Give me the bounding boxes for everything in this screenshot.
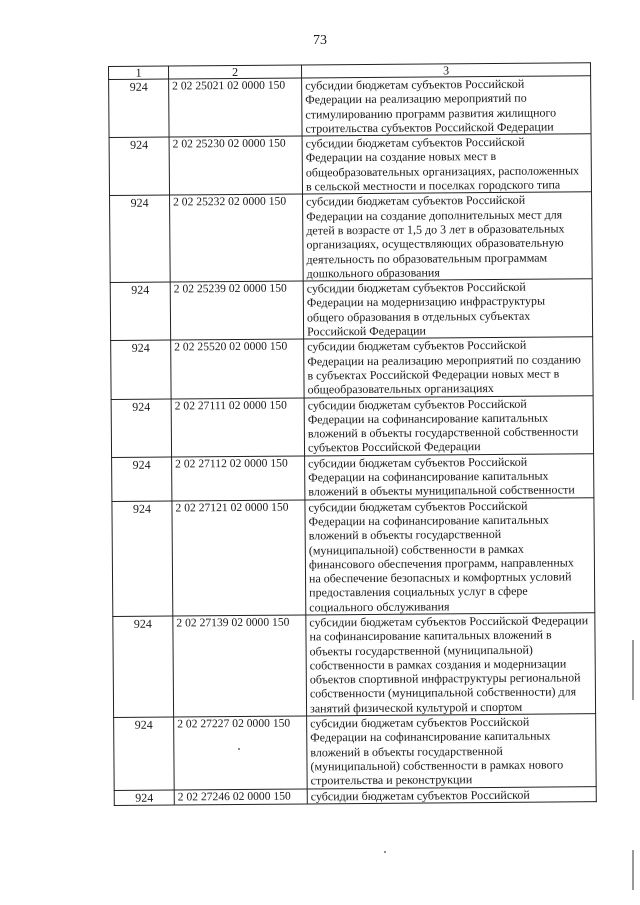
revenue-description-cell <box>305 453 594 499</box>
scan-speck <box>384 851 386 853</box>
budget-classification-code-cell: 2 02 27111 02 0000 150 <box>171 398 304 457</box>
budget-classification-code-cell: 2 02 25021 02 0000 150 <box>169 78 302 137</box>
page-number: 73 <box>313 33 327 48</box>
revenue-description-cell <box>304 395 593 455</box>
description-line: финансового обеспечения программ, направленных <box>308 555 574 572</box>
description-line: вложений в объекты государственной <box>308 527 502 543</box>
description-line: дошкольного образования <box>306 265 440 281</box>
description-line: предоставления социальных услуг в сфере <box>309 584 528 600</box>
admin-code-cell: 924 <box>112 457 172 501</box>
description-line: организациях, осуществляющих образовательную <box>306 235 564 252</box>
revenue-description-cell <box>302 76 591 136</box>
admin-code-cell: 924 <box>109 79 169 138</box>
table-row <box>114 714 597 790</box>
description-line: субсидии бюджетам субъектов Российской <box>307 338 527 354</box>
description-line: (муниципальной) собственности в рамках нового <box>310 757 564 774</box>
description-line: на обеспечение безопасных и комфортных условий <box>308 569 572 586</box>
budget-classification-code-cell: 2 02 25230 02 0000 150 <box>169 136 302 195</box>
description-line: субсидии бюджетам субъектов Российской <box>308 498 528 515</box>
admin-code-cell: 924 <box>110 282 170 341</box>
column-header-code: 2 <box>169 65 302 79</box>
description-line: общего образования в отдельных субъектах <box>306 308 531 325</box>
revenue-description-cell <box>307 714 597 789</box>
revenue-description-cell <box>307 786 596 804</box>
scan-edge-mark <box>632 850 634 890</box>
description-line: Федерации на создание новых мест в <box>305 149 497 165</box>
description-line: стимулированию программ развития жилищного <box>305 105 557 122</box>
budget-codes-table <box>108 62 597 806</box>
revenue-description-cell <box>302 134 591 194</box>
admin-code-cell: 924 <box>111 340 171 399</box>
description-line: на софинансирование капитальных вложений в <box>309 627 552 644</box>
table-body <box>109 76 597 806</box>
description-line: в субъектах Российской Федерации новых мест в <box>307 366 560 383</box>
description-line: Федерации на создание дополнительных мест для <box>306 207 563 224</box>
description-line: строительства субъектов Российской Федерации <box>305 119 554 136</box>
description-line: субсидии бюджетам субъектов Российской <box>305 134 525 151</box>
admin-code-cell: 924 <box>110 195 171 282</box>
description-line: субсидии бюджетам субъектов Российской Федерации <box>309 613 589 630</box>
description-line: строительства и реконструкции <box>310 772 473 788</box>
scan-speck <box>238 748 240 750</box>
description-line: субсидии бюджетам субъектов Российской <box>310 787 530 803</box>
description-line: собственности в рамках создания и модернизации <box>309 656 567 673</box>
revenue-description-cell <box>306 613 596 716</box>
description-line: собственности (муниципальной собственности) для <box>309 684 577 701</box>
admin-code-cell: 924 <box>109 137 169 196</box>
description-line: общеобразовательных организациях <box>307 381 494 397</box>
table-row <box>109 76 591 138</box>
description-line: Федерации на софинансирование капитальных <box>308 512 549 529</box>
description-line: Федерации на софинансирование капитальных <box>310 728 551 745</box>
budget-classification-code-cell: 2 02 27112 02 0000 150 <box>172 456 305 501</box>
budget-classification-code-cell: 2 02 27246 02 0000 150 <box>174 789 307 805</box>
description-line: Российской Федерации <box>307 323 426 339</box>
description-line: в сельской местности и поселках городского типа <box>305 177 561 194</box>
table-row <box>111 337 593 399</box>
description-line: субъектов Российской Федерации <box>307 439 481 455</box>
table-row <box>114 786 596 805</box>
description-line: вложений в объекты государственной собственности <box>307 424 579 441</box>
description-line: Федерации на реализацию мероприятий по созданию <box>307 351 581 369</box>
revenue-description-cell <box>303 192 593 281</box>
description-line: общеобразовательных организациях, расположенных <box>305 163 580 180</box>
description-line: (муниципальной) собственности в рамках <box>308 541 524 557</box>
description-line: социального обслуживания <box>309 599 450 615</box>
table-row <box>110 192 593 283</box>
budget-classification-code-cell: 2 02 25239 02 0000 150 <box>170 281 303 340</box>
description-line: деятельность по образовательным программам <box>306 250 548 267</box>
description-line: детей в возрасте от 1,5 до 3 лет в образовательных <box>306 221 565 238</box>
column-header-description: 3 <box>301 63 590 78</box>
description-line: субсидии бюджетам субъектов Российской <box>306 279 526 296</box>
description-line: Федерации на софинансирование капитальных <box>307 410 549 427</box>
table-row <box>112 497 595 616</box>
description-line: Федерации на модернизацию инфраструктуры <box>306 294 546 310</box>
description-line: вложений в объекты муниципальной собственности <box>308 482 575 499</box>
column-header-admin: 1 <box>109 66 169 79</box>
table-row <box>113 613 596 718</box>
description-line: субсидии бюджетам субъектов Российской <box>305 76 525 93</box>
description-line: занятий физической культурой и спортом <box>309 699 523 716</box>
description-line: субсидии бюджетам субъектов Российской <box>307 396 527 412</box>
budget-classification-code-cell: 2 02 27121 02 0000 150 <box>172 500 306 616</box>
budget-classification-code-cell: 2 02 25232 02 0000 150 <box>170 194 304 282</box>
table-row <box>112 453 594 501</box>
table-row <box>110 279 592 341</box>
admin-code-cell: 924 <box>114 790 174 806</box>
description-line: субсидии бюджетам субъектов Российской <box>308 454 528 471</box>
description-line: субсидии бюджетам субъектов Российской <box>310 714 530 731</box>
revenue-description-cell <box>303 279 592 339</box>
budget-classification-code-cell: 2 02 27227 02 0000 150 <box>174 716 308 790</box>
admin-code-cell: 924 <box>114 717 175 790</box>
budget-classification-code-cell: 2 02 27139 02 0000 150 <box>173 615 307 717</box>
table-row <box>109 134 591 196</box>
table-row <box>111 395 593 457</box>
description-line: объектов спортивной инфраструктуры региональной <box>309 670 581 687</box>
revenue-description-cell <box>304 337 593 397</box>
admin-code-cell: 924 <box>111 399 171 458</box>
admin-code-cell: 924 <box>112 501 173 617</box>
scan-edge-mark <box>632 640 634 700</box>
description-line: субсидии бюджетам субъектов Российской <box>306 193 526 209</box>
revenue-description-cell <box>305 497 595 615</box>
admin-code-cell: 924 <box>113 616 174 718</box>
description-line: Федерации на реализацию мероприятий по <box>305 91 527 107</box>
budget-classification-code-cell: 2 02 25520 02 0000 150 <box>171 339 304 398</box>
description-line: Федерации на софинансирование капитальных <box>308 468 549 485</box>
description-line: вложений в объекты государственной <box>310 743 503 760</box>
description-line: объекты государственной (муниципальной) <box>309 642 533 659</box>
